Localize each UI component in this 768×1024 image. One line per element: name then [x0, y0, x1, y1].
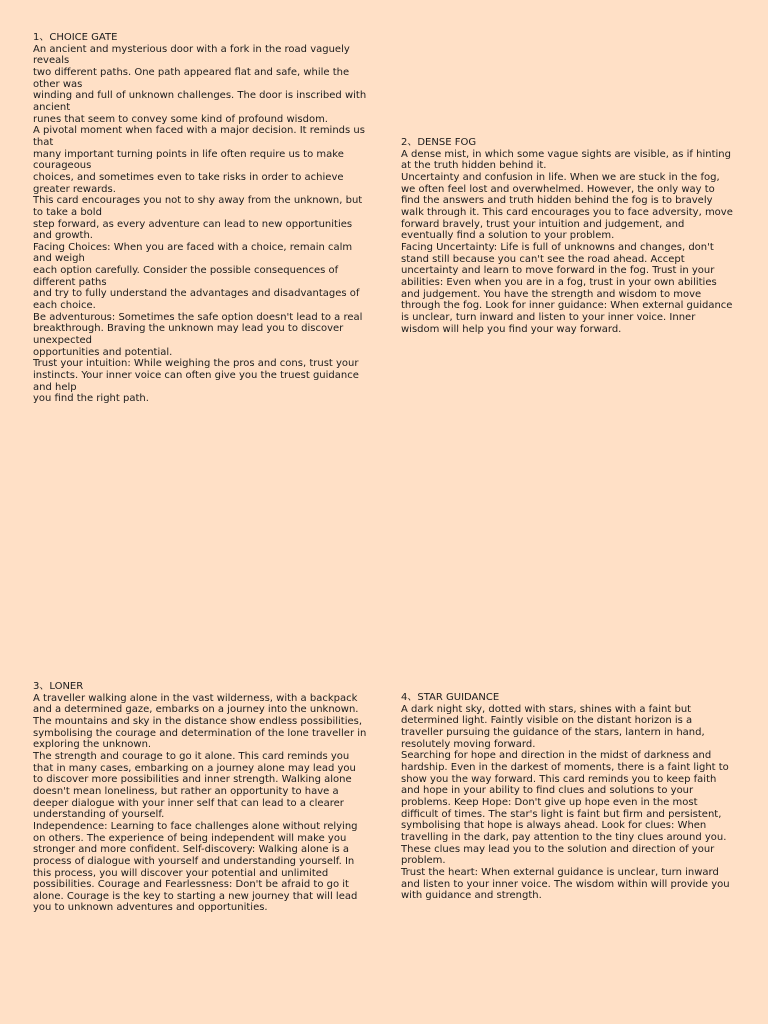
text-line: exploring the unknown.: [33, 739, 152, 751]
text-line: runes that seem to convey some kind of profound wisdom.: [33, 113, 328, 125]
text-line: instincts. Your inner voice can often give you the truest guidance: [33, 370, 359, 382]
text-line: winding and full of unknown challenges. The door is inscribed with: [33, 90, 367, 102]
text-line: stand still because you can't see the road ahead. Accept: [401, 253, 685, 265]
text-line: A dark night sky, dotted with stars, shines with a faint but: [401, 703, 692, 715]
text-line: reveals: [33, 55, 70, 67]
text-line: process of dialogue with yourself and understanding yourself. In: [33, 855, 355, 867]
card-body: [401, 149, 739, 336]
card-title: 4、STAR GUIDANCE: [401, 692, 500, 703]
text-line: you find the right path.: [33, 393, 149, 405]
card-body: [33, 44, 371, 405]
text-line: forward bravely, trust your intuition and judgement, and: [401, 218, 685, 230]
text-line: to take a bold: [33, 206, 102, 218]
text-line: show you the way forward. This card reminds you to keep faith: [401, 773, 717, 785]
text-line: The mountains and sky in the distance show endless possibilities,: [33, 715, 363, 727]
text-line: wisdom will help you find your way forward.: [401, 323, 622, 335]
text-line: resolutely moving forward.: [401, 738, 536, 750]
text-line: ancient: [33, 101, 71, 113]
text-line: determined light. Faintly visible on the distant horizon is a: [401, 715, 693, 727]
text-line: that: [33, 136, 54, 148]
card-body: [33, 693, 371, 914]
text-line: understanding of yourself.: [33, 809, 165, 821]
text-line: doesn't mean loneliness, but rather an opportunity to have a: [33, 785, 339, 797]
text-line: abilities: Even when you are in a fog, trust in your own abilities: [401, 276, 717, 288]
text-line: walk through it. This card encourages you to face adversity, move: [401, 206, 733, 218]
text-line: each choice.: [33, 300, 96, 312]
text-line: A dense mist, in which some vague sights are visible, as if hinting: [401, 148, 731, 160]
text-line: choices, and sometimes even to take risks in order to achieve: [33, 171, 344, 183]
text-line: travelling in the dark, pay attention to the tiny clues around you.: [401, 831, 727, 843]
card-dense-fog: [401, 137, 739, 335]
text-line: and weigh: [33, 253, 85, 265]
text-line: Facing Uncertainty: Life is full of unknowns and changes, don't: [401, 241, 714, 253]
text-line: A traveller walking alone in the vast wilderness, with a backpack: [33, 692, 358, 704]
text-line: and try to fully understand the advantages and disadvantages of: [33, 288, 360, 300]
text-line: symbolising the courage and determination of the lone traveller in: [33, 727, 367, 739]
text-line: and listen to your inner voice. The wisdom within will provide you: [401, 878, 730, 890]
text-line: deeper dialogue with your inner self that can lead to a clearer: [33, 797, 344, 809]
text-line: Facing Choices: When you are faced with a choice, remain calm: [33, 241, 353, 253]
card-choice-gate: [33, 32, 371, 405]
text-line: step forward, as every adventure can lead to new opportunities: [33, 218, 353, 230]
text-line: breakthrough. Braving the unknown may lead you to discover: [33, 323, 344, 335]
card-title: 3、LONER: [33, 681, 84, 692]
text-line: symbolising that hope is always ahead. Look for clues: When: [401, 820, 707, 832]
card-title: 2、DENSE FOG: [401, 137, 477, 148]
text-line: Independence: Learning to face challenges alone without relying: [33, 820, 358, 832]
text-line: to discover more possibilities and inner strength. Walking alone: [33, 774, 352, 786]
text-line: and growth.: [33, 230, 93, 242]
text-line: that in many cases, embarking on a journey alone may lead you: [33, 762, 356, 774]
text-line: with guidance and strength.: [401, 890, 542, 902]
text-line: problem.: [401, 855, 446, 867]
text-line: These clues may lead you to the solution and direction of your: [401, 843, 715, 855]
text-line: you to unknown adventures and opportunities.: [33, 902, 268, 914]
text-line: alone. Courage is the key to starting a new journey that will lead: [33, 890, 358, 902]
text-line: and a determined gaze, embarks on a journey into the unknown.: [33, 704, 359, 716]
card-body: [401, 704, 739, 902]
text-line: find the answers and truth hidden behind the fog is to bravely: [401, 195, 713, 207]
text-line: at the truth hidden behind it.: [401, 160, 547, 172]
text-line: courageous: [33, 160, 92, 172]
text-line: different paths: [33, 276, 107, 288]
text-line: An ancient and mysterious door with a fork in the road vaguely: [33, 43, 350, 55]
text-line: two different paths. One path appeared flat and safe, while the: [33, 66, 350, 78]
text-line: difficult of times. The star's light is faint but firm and persistent,: [401, 808, 722, 820]
card-star-guidance: [401, 692, 739, 902]
text-line: possibilities. Courage and Fearlessness: Don't be afraid to go it: [33, 879, 349, 891]
text-line: Uncertainty and confusion in life. When we are stuck in the fog,: [401, 171, 720, 183]
text-line: greater rewards.: [33, 183, 116, 195]
text-line: this process, you will discover your potential and unlimited: [33, 867, 329, 879]
text-line: is unclear, turn inward and listen to your inner voice. Inner: [401, 311, 696, 323]
text-line: on others. The experience of being independent will make you: [33, 832, 347, 844]
text-line: through the fog. Look for inner guidance: When external guidance: [401, 300, 733, 312]
text-line: and hope in your ability to find clues and solutions to your: [401, 785, 694, 797]
text-line: eventually find a solution to your problem.: [401, 230, 615, 242]
text-line: The strength and courage to go it alone. This card reminds you: [33, 750, 350, 762]
text-line: Be adventurous: Sometimes the safe option doesn't lead to a real: [33, 311, 363, 323]
text-line: This card encourages you not to shy away from the unknown, but: [33, 195, 363, 207]
card-loner: [33, 681, 371, 914]
card-title: 1、CHOICE GATE: [33, 32, 118, 43]
text-line: A pivotal moment when faced with a major decision. It reminds us: [33, 125, 365, 137]
text-line: other was: [33, 78, 83, 90]
text-line: each option carefully. Consider the possible consequences of: [33, 265, 339, 277]
text-line: Trust your intuition: While weighing the pros and cons, trust your: [33, 358, 359, 370]
text-line: opportunities and potential.: [33, 346, 173, 358]
text-line: hardship. Even in the darkest of moments, there is a faint light to: [401, 761, 729, 773]
text-line: and judgement. You have the strength and wisdom to move: [401, 288, 702, 300]
text-line: Searching for hope and direction in the midst of darkness and: [401, 750, 712, 762]
text-line: unexpected: [33, 335, 92, 347]
text-line: we often feel lost and overwhelmed. However, the only way to: [401, 183, 715, 195]
text-line: traveller pursuing the guidance of the stars, lantern in hand,: [401, 726, 705, 738]
text-line: and help: [33, 381, 77, 393]
text-line: many important turning points in life often require us to make: [33, 148, 344, 160]
text-line: uncertainty and learn to move forward in the fog. Trust in your: [401, 265, 715, 277]
text-line: Trust the heart: When external guidance is unclear, turn inward: [401, 866, 719, 878]
text-line: stronger and more confident. Self-discovery: Walking alone is a: [33, 844, 350, 856]
text-line: problems. Keep Hope: Don't give up hope even in the most: [401, 796, 698, 808]
